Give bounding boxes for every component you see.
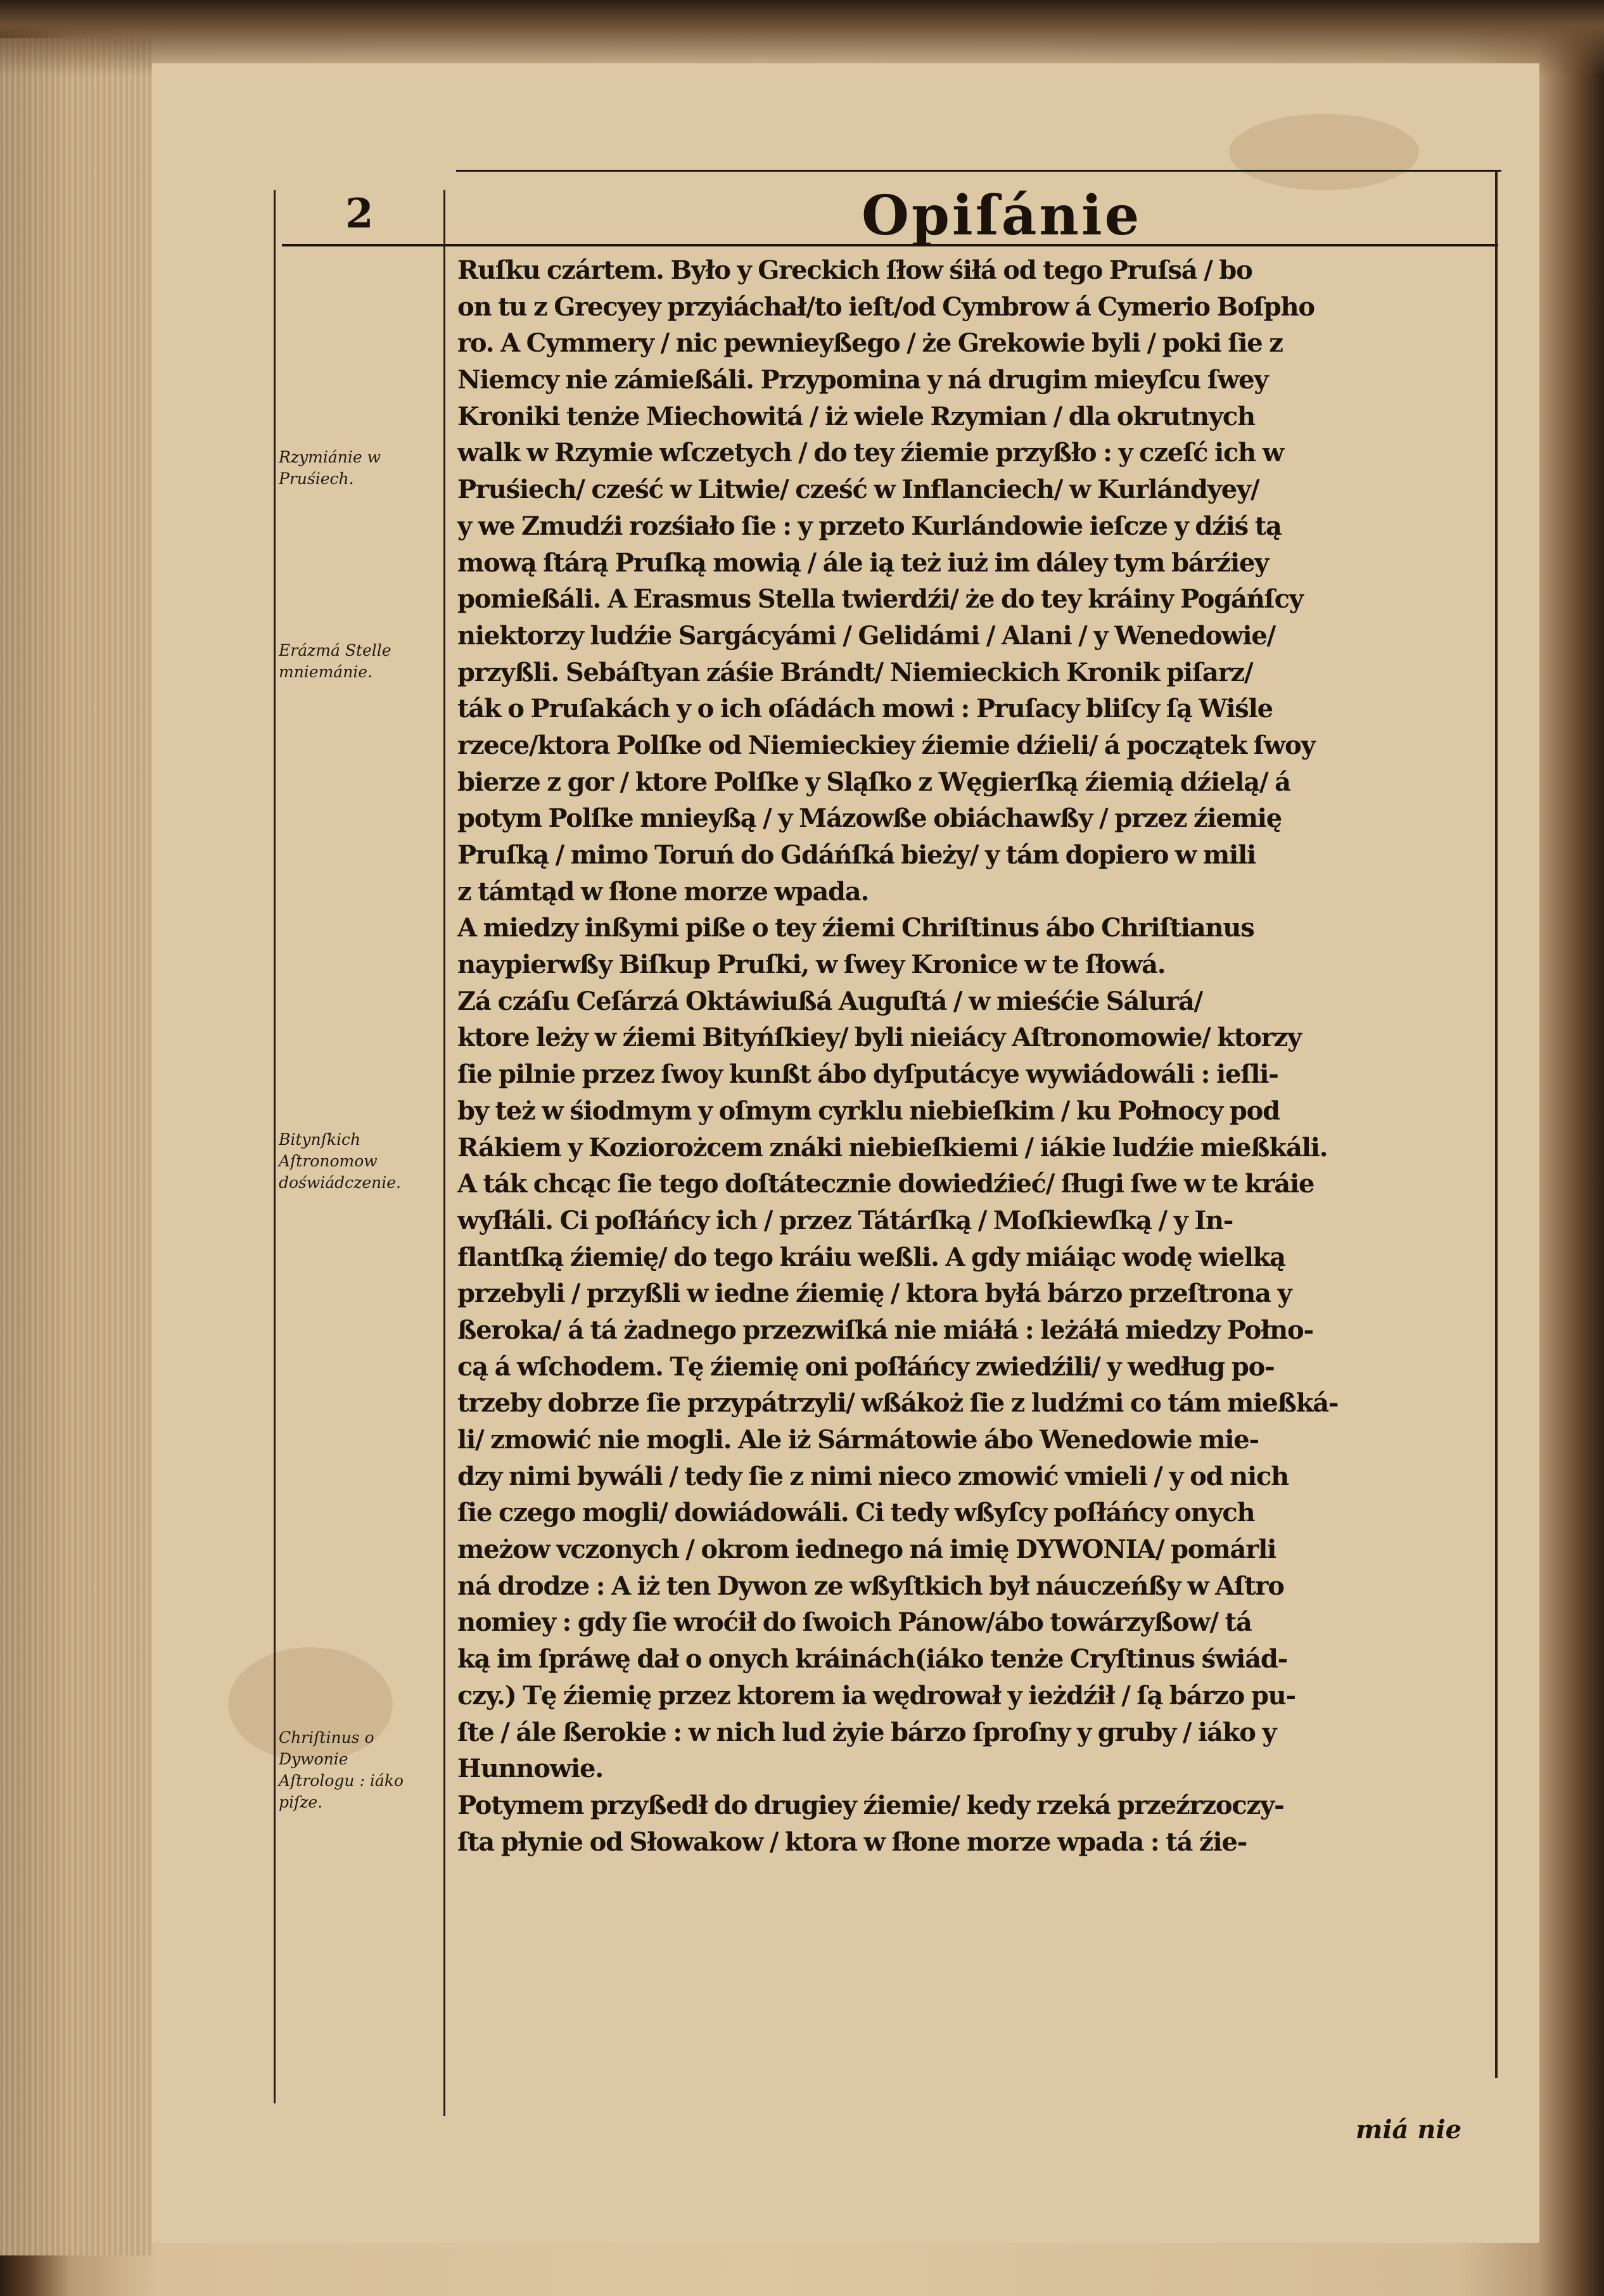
page-number: 2 <box>345 190 374 238</box>
text-line: wyſłáli. Ci poſłáńcy ich / przez Tátárſką / Moſkiewſką / y In- <box>457 1205 1233 1235</box>
text-line: ná drodze : A iż ten Dywon ze wßyſtkich był náuczeńßy w Aſtro <box>457 1571 1284 1601</box>
text-line: pomießáli. A Erasmus Stella twierdźi/ że do tey kráiny Pogáńſcy <box>457 584 1303 615</box>
text-line: Niemcy nie zámießáli. Przypomina y ná drugim mieyſcu ſwey <box>457 365 1268 395</box>
text-line: naypierwßy Biſkup Pruſki, w ſwey Kronice w te ſłowá. <box>457 950 1166 980</box>
text-line: ták o Pruſakách y o ich oſádách mowi : Pruſacy bliſcy ſą Wiśle <box>457 694 1273 724</box>
text-line: czy.) Tę źiemię przez ktorem ia wędrował y ieżdźił / ſą bárzo pu- <box>457 1680 1295 1711</box>
text-line: Ruſku czártem. Było y Greckich ſłow śiłá od tego Pruſsá / bo <box>457 255 1252 285</box>
text-line: potym Polſke mnieyßą / y Mázowße obiáchawßy / przez źiemię <box>457 803 1282 834</box>
margin-note: Chriſtinus o Dywonie Aſtrologu : iáko piſze. <box>279 1728 404 1811</box>
text-line: dzy nimi bywáli / tedy ſie z nimi nieco zmowić vmieli / y od nich <box>457 1461 1289 1491</box>
text-line: rzece/ktora Polſke od Niemieckiey źiemie dźieli/ á początek ſwoy <box>457 730 1315 760</box>
margin-note: Erázmá Stelle mniemánie. <box>279 641 391 681</box>
text-line: ro. A Cymmery / nic pewnieyßego / że Grekowie byli / poki ſie z <box>457 328 1283 359</box>
text-line: ſie pilnie przez ſwoy kunßt ábo dyſputácye wywiádowáli : ieſli- <box>457 1059 1278 1090</box>
page-edges <box>0 38 152 2255</box>
text-line: Pruśiech/ cześć w Litwie/ cześć w Inflanciech/ w Kurlándyey/ <box>457 475 1259 505</box>
text-line: przyßli. Sebáſtyan záśie Brándt/ Niemieckich Kronik piſarz/ <box>457 657 1253 687</box>
text-line: cą á wſchodem. Tę źiemię oni poſłáńcy zwiedźili/ y według po- <box>457 1351 1275 1382</box>
text-line: flantſką źiemię/ do tego kráiu weßli. A gdy miáiąc wodę wielką <box>457 1242 1285 1272</box>
text-line: A miedzy inßymi piße o tey źiemi Chriſtinus ábo Chriſtianus <box>457 913 1254 943</box>
text-line: A ták chcąc ſie tego doſtátecznie dowiedźieć/ ſługi ſwe w te kráie <box>457 1169 1314 1199</box>
text-line: on tu z Grecyey przyiáchał/to ieſt/od Cymbrow á Cymerio Boſpho <box>457 291 1314 322</box>
text-line: Hunnowie. <box>457 1754 603 1784</box>
margin-note: Bitynſkich Aſtronomow doświádczenie. <box>279 1130 401 1192</box>
running-head: Opiſánie <box>862 184 1142 248</box>
text-line: ſta płynie od Słowakow / ktora w ſłone morze wpada : tá źie- <box>457 1827 1247 1857</box>
text-line: ką im ſpráwę dał o onych kráinách(iáko tenże Cryſtinus świád- <box>457 1644 1288 1674</box>
body-text <box>457 252 1487 1860</box>
header-top-rule <box>456 170 1501 172</box>
text-line: trzeby dobrze ſie przypátrzyli/ wßákoż ſie z ludźmi co tám mießká- <box>457 1388 1339 1419</box>
text-line: niektorzy ludźie Sargácyámi / Gelidámi / Alani / y Wenedowie/ <box>457 620 1276 651</box>
text-rule-right <box>1495 171 1498 2078</box>
text-line: nomiey : gdy ſie wroćił do ſwoich Pánow/ábo towárzyßow/ tá <box>457 1607 1252 1638</box>
text-line: li/ zmowić nie mogli. Ale iż Sármátowie ábo Wenedowie mie- <box>457 1425 1259 1455</box>
text-line: Potymem przyßedł do drugiey źiemie/ kedy rzeká przeźrzoczy- <box>457 1790 1284 1820</box>
text-line: przebyli / przyßli w iedne źiemię / ktora byłá bárzo przeſtrona y <box>457 1279 1292 1309</box>
margin-rule-right <box>443 190 445 2116</box>
text-line: meżow vczonych / okrom iednego ná imię DYWONIA/ pomárli <box>457 1534 1276 1565</box>
text-line: mową ſtárą Pruſką mowią / ále ią też iuż im dáley tym bárźiey <box>457 547 1269 578</box>
text-line: Kroniki tenże Miechowitá / iż wiele Rzymian / dla okrutnych <box>457 401 1255 431</box>
text-line: Pruſką / mimo Toruń do Gdáńſká bieży/ y tám dopiero w mili <box>457 840 1256 870</box>
text-line: ſte / ále ßerokie : w nich lud żyie bárzo ſproſny y gruby / iáko y <box>457 1717 1276 1747</box>
margin-rule-left <box>274 190 276 2103</box>
text-line: z támtąd w ſłone morze wpada. <box>457 876 869 907</box>
catchword: miá nie <box>1356 2115 1462 2145</box>
text-line: by też w śiodmym y oſmym cyrklu niebieſkim / ku Połnocy pod <box>457 1095 1280 1126</box>
text-line: ßeroka/ á tá żadnego przezwiſká nie miáłá : leżáłá miedzy Połno- <box>457 1315 1313 1345</box>
text-line: ſie czego mogli/ dowiádowáli. Ci tedy wßyſcy poſłáńcy onych <box>457 1498 1255 1528</box>
text-line: Rákiem y Koziorożcem znáki niebieſkiemi / iákie ludźie mießkáli. <box>457 1132 1328 1163</box>
text-line: ktore leży w źiemi Bityńſkiey/ byli nieiácy Aſtronomowie/ ktorzy <box>457 1023 1302 1053</box>
text-line: Zá czáſu Ceſárzá Oktáwiußá Auguſtá / w mieśćie Sálurá/ <box>457 986 1203 1016</box>
paper-stain <box>1229 114 1419 190</box>
text-line: bierze z gor / ktore Polſke y Sląſko z Węgierſką źiemią dźielą/ á <box>457 767 1290 797</box>
margin-note: Rzymiánie w Pruśiech. <box>279 448 381 488</box>
text-line: y we Zmudźi rozśiało ſie : y przeto Kurlándowie ieſcze y dźiś tą <box>457 511 1282 541</box>
text-line: walk w Rzymie wſczetych / do tey źiemie przyßło : y czeſć ich w <box>457 438 1283 468</box>
